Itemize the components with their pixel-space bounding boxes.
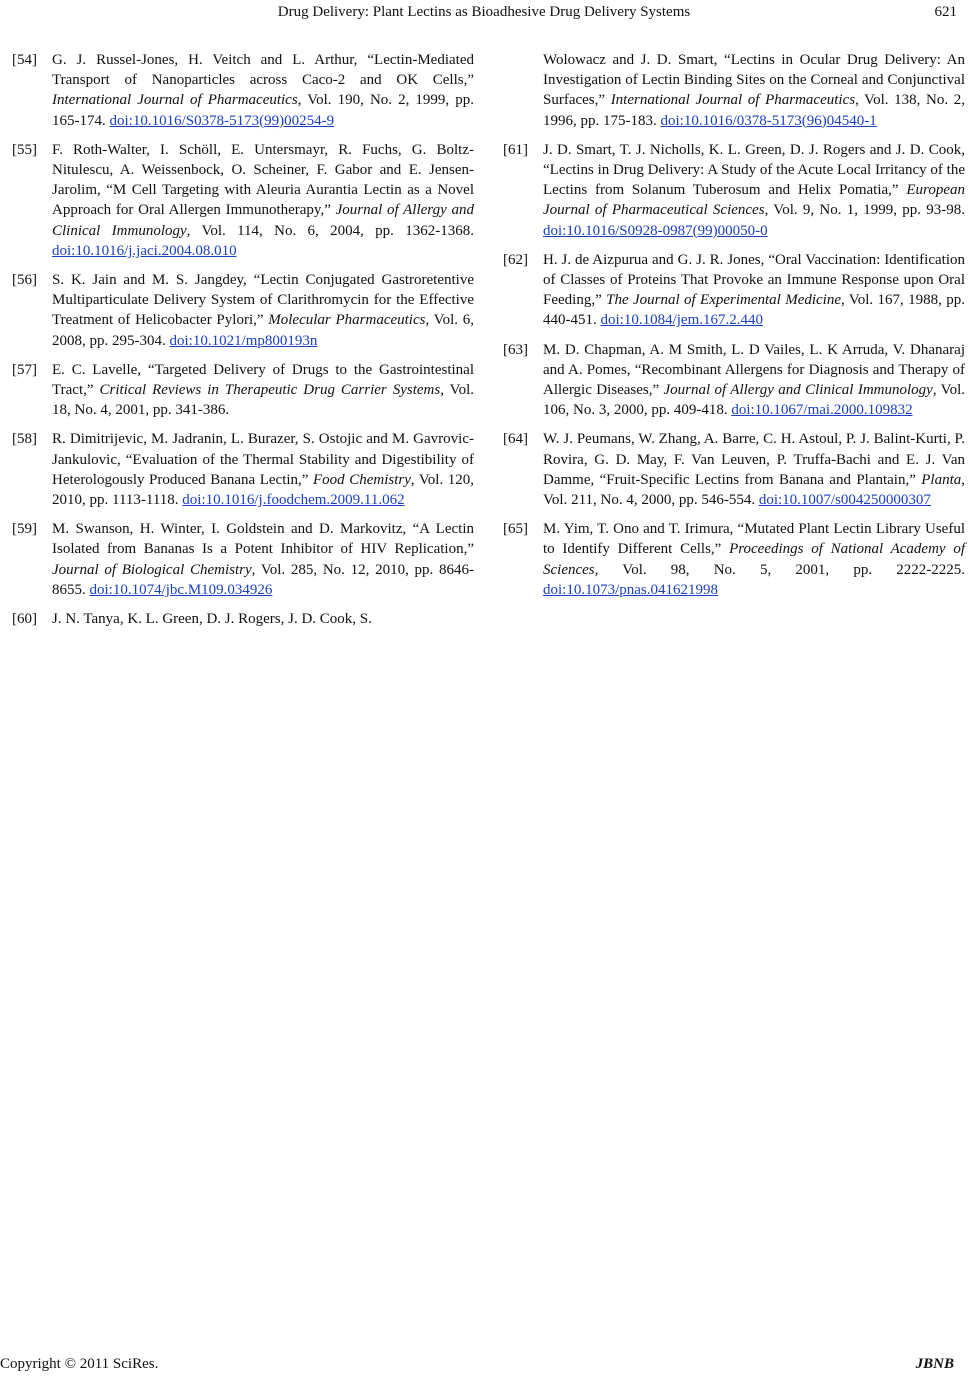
reference-details: , Vol. 114, No. 6, 2004, pp. 1362-1368. xyxy=(186,222,474,239)
journal-abbreviation: JBNB xyxy=(915,1356,954,1372)
reference-item xyxy=(503,429,965,510)
page-number: 621 xyxy=(934,4,957,20)
reference-item xyxy=(12,270,474,351)
reference-journal: European Journal of Pharmaceutical Sciences xyxy=(543,182,965,219)
doi-link[interactable]: doi:10.1067/mai.2000.109832 xyxy=(731,402,913,419)
reference-authors-title: J. N. Tanya, K. L. Green, D. J. Rogers, J. D. Cook, S. xyxy=(52,611,372,628)
reference-number: [59] xyxy=(12,521,37,538)
reference-item xyxy=(12,429,474,510)
doi-link[interactable]: doi:10.1016/j.jaci.2004.08.010 xyxy=(52,242,237,259)
reference-journal: Journal of Allergy and Clinical Immunology xyxy=(52,202,474,239)
reference-authors-title: H. J. de Aizpurua and G. J. R. Jones, “Oral Vaccination: Identification of Classes of Proteins That Provoke an Immune Response upon Oral Feeding,” xyxy=(543,251,965,309)
reference-text xyxy=(52,50,474,131)
doi-link[interactable]: doi:10.1007/s004250000307 xyxy=(758,492,931,509)
doi-link[interactable]: doi:10.1074/jbc.M109.034926 xyxy=(89,581,273,598)
reference-authors-title: E. C. Lavelle, “Targeted Delivery of Drugs to the Gastrointestinal Tract,” xyxy=(52,361,474,399)
reference-text xyxy=(52,360,474,421)
doi-link[interactable]: doi:10.1021/mp800193n xyxy=(169,332,318,349)
reference-number: [55] xyxy=(12,141,37,158)
reference-continuation xyxy=(543,50,965,131)
page-footer xyxy=(0,1356,968,1376)
reference-journal: Journal of Biological Chemistry xyxy=(52,561,252,578)
reference-item xyxy=(503,340,965,421)
reference-authors-title: F. Roth-Walter, I. Schöll, E. Untersmayr, R. Fuchs, G. Boltz-Nitulescu, A. Weissenbock, O. Scheiner, F. Gabor and E. Jensen-Jarolim, “M Cell Targeting with Aleuria Aurantia Lectin as a Novel Approach for Oral Allergen Immunotherapy,” xyxy=(52,141,474,219)
reference-text xyxy=(543,519,965,600)
reference-number: [56] xyxy=(12,272,37,289)
reference-text xyxy=(543,140,965,241)
reference-journal: Critical Reviews in Therapeutic Drug Carrier Systems xyxy=(99,382,441,399)
reference-text xyxy=(52,140,474,261)
reference-authors-title: Wolowacz and J. D. Smart, “Lectins in Ocular Drug Delivery: An Investigation of Lectin Binding Sites on the Corneal and Conjunctival Surfaces,” xyxy=(543,52,965,109)
reference-text xyxy=(52,270,474,351)
reference-number: [62] xyxy=(503,251,528,268)
reference-number: [60] xyxy=(12,611,37,628)
running-title: Drug Delivery: Plant Lectins as Bioadhesive Drug Delivery Systems xyxy=(277,4,691,20)
reference-details: , Vol. 98, No. 5, 2001, pp. 2222-2225. xyxy=(594,561,965,578)
doi-link[interactable]: doi:10.1084/jem.167.2.440 xyxy=(600,312,763,329)
reference-authors-title: M. Swanson, H. Winter, I. Goldstein and D. Markovitz, “A Lectin Isolated from Bananas Is a Potent Inhibitor of HIV Replication,” xyxy=(52,521,474,558)
reference-item xyxy=(12,50,474,131)
reference-authors-title: R. Dimitrijevic, M. Jadranin, L. Burazer, S. Ostojic and M. Gavrovic-Jankulovic, “Evaluation of the Thermal Stability and Digestibility of Heterologously Produced Banana Lectin,” xyxy=(52,431,474,488)
doi-link[interactable]: doi:10.1016/S0928-0987(99)00050-0 xyxy=(543,222,768,239)
reference-item xyxy=(12,360,474,421)
reference-details: , Vol. 120, 2010, pp. 1113-1118. xyxy=(52,471,475,509)
reference-item xyxy=(503,250,965,331)
reference-authors-title: J. D. Smart, T. J. Nicholls, K. L. Green, D. J. Rogers and J. D. Cook, “Lectins in Drug Delivery: A Study of the Acute Local Irritancy of the Lectins from Solanum Tuberosum and Helix Pomatia,” xyxy=(543,141,965,199)
references-right-column xyxy=(503,50,965,609)
reference-details: , Vol. 190, No. 2, 1999, pp. 165-174. xyxy=(52,92,474,129)
reference-item xyxy=(503,519,965,600)
reference-details: , Vol. 138, No. 2, 1996, pp. 175-183. xyxy=(543,92,965,129)
reference-text xyxy=(543,340,965,421)
reference-text xyxy=(543,429,965,510)
doi-link[interactable]: doi:10.1016/j.foodchem.2009.11.062 xyxy=(182,492,405,509)
doi-link[interactable]: doi:10.1073/pnas.041621998 xyxy=(543,581,718,598)
reference-journal: Journal of Allergy and Clinical Immunology xyxy=(663,382,933,399)
reference-number: [63] xyxy=(503,341,528,358)
reference-authors-title: S. K. Jain and M. S. Jangdey, “Lectin Conjugated Gastroretentive Multiparticulate Delivery System of Clarithromycin for the Effective Treatment of Helicobacter Pylori,” xyxy=(52,272,474,329)
reference-text xyxy=(543,250,965,331)
reference-details: , Vol. 167, 1988, pp. 440-451. xyxy=(543,292,966,329)
reference-authors-title: M. Yim, T. Ono and T. Irimura, “Mutated Plant Lectin Library Useful to Identify Different Cells,” xyxy=(543,521,965,558)
reference-details: , Vol. 285, No. 12, 2010, pp. 8646-8655. xyxy=(52,561,475,598)
reference-details: , Vol. 18, No. 4, 2001, pp. 341-386. xyxy=(52,382,474,419)
reference-number: [61] xyxy=(503,141,528,158)
reference-text xyxy=(52,519,474,600)
reference-item xyxy=(12,609,474,629)
reference-journal: Molecular Pharmaceutics xyxy=(268,312,426,329)
reference-authors-title: W. J. Peumans, W. Zhang, A. Barre, C. H. Astoul, P. J. Balint-Kurti, P. Rovira, G. D. May, F. Van Leuven, P. Truffa-Bachi and E. J. Van Damme, “Fruit-Specific Lectins from Banana and Plantain,” xyxy=(543,431,965,488)
reference-number: [54] xyxy=(12,52,37,68)
reference-journal: Planta xyxy=(921,471,962,488)
reference-details: , Vol. 9, No. 1, 1999, pp. 93-98. xyxy=(764,202,966,219)
reference-journal: The Journal of Experimental Medicine xyxy=(606,292,842,309)
reference-journal: Food Chemistry xyxy=(313,471,411,488)
copyright-notice: Copyright © 2011 SciRes. xyxy=(0,1356,159,1372)
reference-details: , Vol. 211, No. 4, 2000, pp. 546-554. xyxy=(543,471,965,509)
doi-link[interactable]: doi:10.1016/0378-5173(96)04540-1 xyxy=(660,112,877,129)
reference-number: [64] xyxy=(503,431,528,448)
running-header xyxy=(0,4,968,24)
reference-number: [65] xyxy=(503,521,528,538)
reference-number: [57] xyxy=(12,361,37,378)
reference-authors-title: G. J. Russel-Jones, H. Veitch and L. Arthur, “Lectin-Mediated Transport of Nanoparticles across Caco-2 and OK Cells,” xyxy=(52,52,474,89)
reference-number: [58] xyxy=(12,431,37,448)
reference-text xyxy=(543,50,965,131)
reference-journal: International Journal of Pharmaceutics xyxy=(610,92,856,109)
doi-link[interactable]: doi:10.1016/S0378-5173(99)00254-9 xyxy=(109,112,335,129)
references-left-column xyxy=(12,50,474,638)
reference-text xyxy=(52,429,474,510)
reference-details: , Vol. 106, No. 3, 2000, pp. 409-418. xyxy=(543,382,965,419)
reference-journal: International Journal of Pharmaceutics xyxy=(52,92,298,109)
reference-item xyxy=(12,140,474,261)
reference-journal: Proceedings of National Academy of Sciences xyxy=(543,541,965,578)
reference-item xyxy=(12,519,474,600)
reference-text xyxy=(52,609,474,629)
reference-item xyxy=(503,140,965,241)
reference-authors-title: M. D. Chapman, A. M Smith, L. D Vailes, L. K Arruda, V. Dhanaraj and A. Pomes, “Recombinant Allergens for Diagnosis and Therapy of Allergic Diseases,” xyxy=(543,341,965,399)
reference-details: , Vol. 6, 2008, pp. 295-304. xyxy=(52,312,474,349)
